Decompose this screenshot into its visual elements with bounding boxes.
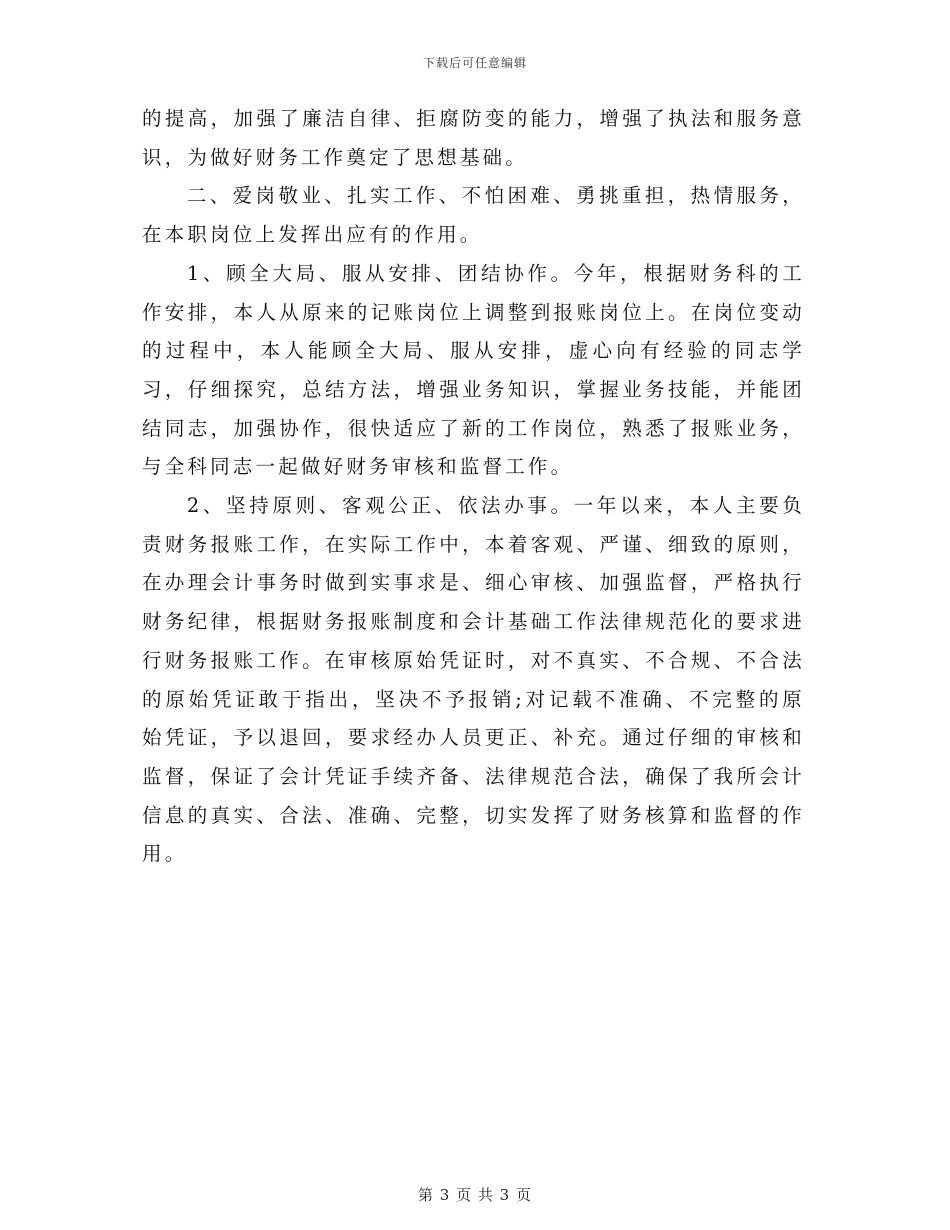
document-body (142, 100, 805, 874)
paragraph-section-two: 二、爱岗敬业、扎实工作、不怕困难、勇挑重担，热情服务，在本职岗位上发挥出应有的作用。 (142, 184, 805, 247)
paragraph-item-one: 1、顾全大局、服从安排、团结协作。今年，根据财务科的工作安排，本人从原来的记账岗位上调整到报账岗位上。在岗位变动的过程中，本人能顾全大局、服从安排，虚心向有经验的同志学习，仔细探究，总结方法，增强业务知识，掌握业务技能，并能团结同志，加强协作，很快适应了新的工作岗位，熟悉了报账业务，与全科同志一起做好财务审核和监督工作。 (142, 261, 805, 479)
paragraph-item-two: 2、坚持原则、客观公正、依法办事。一年以来，本人主要负责财务报账工作，在实际工作中，本着客观、严谨、细致的原则，在办理会计事务时做到实事求是、细心审核、加强监督，严格执行财务纪律，根据财务报账制度和会计基础工作法律规范化的要求进行财务报账工作。在审核原始凭证时，对不真实、不合规、不合法的原始凭证敢于指出，坚决不予报销;对记载不准确、不完整的原始凭证，予以退回，要求经办人员更正、补充。通过仔细的审核和监督，保证了会计凭证手续齐备、法律规范合法，确保了我所会计信息的真实、合法、准确、完整，切实发挥了财务核算和监督的作用。 (142, 494, 805, 866)
header-note: 下载后可任意编辑 (422, 56, 527, 70)
paragraph-continuation: 的提高，加强了廉洁自律、拒腐防变的能力，增强了执法和服务意识，为做好财务工作奠定了思想基础。 (142, 107, 805, 169)
page-number: 第 3 页 共 3 页 (418, 1186, 532, 1204)
